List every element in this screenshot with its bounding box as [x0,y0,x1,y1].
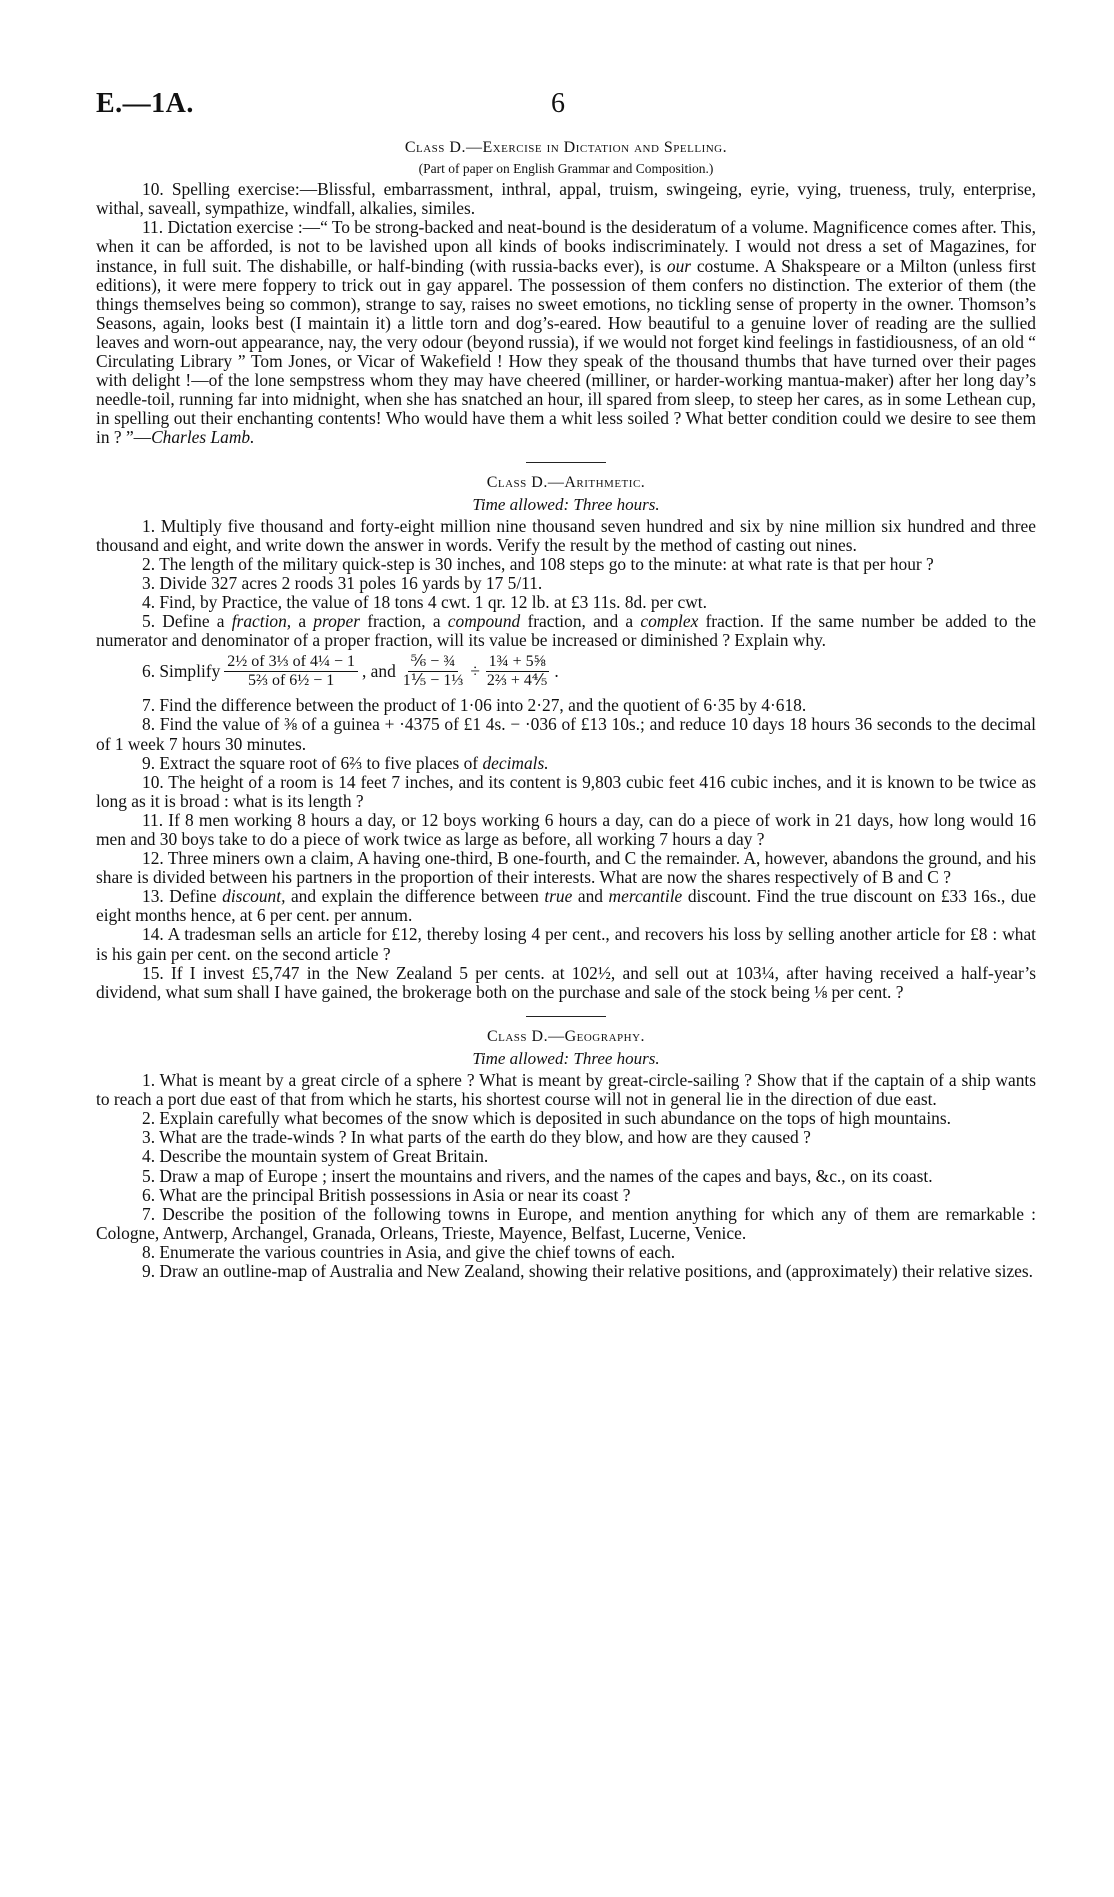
question-6-label: 6. Simplify [142,661,221,682]
fraction-2-numerator: ⅚ − ¾ [408,653,459,672]
question-13-text-a: 13. Define [142,886,223,907]
question-6: 6. What are the principal British possessions in Asia or near its coast ? [142,1184,631,1205]
division-sign: ÷ [470,661,480,682]
question-5-text-a: 5. Define a [142,611,232,632]
question-5-text-d: fraction, and a [520,611,641,632]
question-14: 14. A tradesman sells an article for £12, thereby losing 4 per cent., and recovers his loss by selling another article for £8 : what is his gain per cent. on the second article ? [96,924,1036,964]
section-subtitle: (Part of paper on English Grammar and Composition.) [418,161,714,177]
question-9 [96,754,1036,773]
fraction-3-numerator: 1¾ + 5⅝ [486,653,549,672]
question-9: 9. Draw an outline-map of Australia and New Zealand, showing their relative positions, and (approximately) their relative sizes. [142,1260,1033,1281]
question-5 [96,612,1036,650]
question-11-text-a: 11. Dictation exercise :—“ To be strong-backed and neat-bound is the desideratum of a volume. Magnificence comes after. This, when it can be afforded, is not to be lavished upon all kinds of books indiscriminately. I would not dress a set of Magazines, for instance, in full suit. The dishabille, or half-binding (with russia-backs ever), is [96,217,1036,276]
section-title [96,138,1036,157]
question-1: 1. Multiply five thousand and forty-eight million nine thousand seven hundred and six by nine million six hundred and three thousand and eight, and write down the answer in words. Verify the result by the method of casting out nines. [96,515,1036,555]
section-title-prefix: Class D. [486,1027,549,1045]
question-9-emphasis: decimals. [482,752,549,773]
question-5-text-b: a [291,611,314,632]
question-13-text-b: and explain the difference between [285,886,545,907]
question-11-emphasis: our [666,255,692,276]
question-8: 8. Enumerate the various countries in Asia, and give the chief towns of each. [142,1241,676,1262]
question-10: 10. Spelling exercise:—Blissful, embarrassment, inthral, appal, truism, swingeing, eyrie, vying, trueness, truly, enterprise, withal, saveall, sympathize, windfall, alkalies, similes. [96,179,1036,219]
time-allowed: Time allowed: Three hours. [472,494,660,514]
section-title-rest: —Exercise in Dictation and Spelling. [465,139,728,156]
page-number: 6 [551,88,565,119]
section-divider [526,462,606,463]
question-6-and: , and [361,661,396,682]
fraction-3-denominator: 2⅔ + 4⅘ [486,672,548,690]
page-content [96,138,1036,1281]
question-13-text-d: discount. Find the true discount on £33 16s., due eight months hence, at 6 per cent. per annum. [96,886,1036,926]
term-discount: discount, [222,886,286,907]
section-title-rest: —Geography. [548,1027,646,1045]
section-arithmetic [96,473,1036,1002]
section-divider [526,1016,606,1017]
term-proper: proper [313,611,360,632]
fraction-3 [484,653,551,690]
document-id: E.—1A. [96,88,194,119]
term-mercantile: mercantile [608,886,683,907]
question-7: 7. Find the difference between the product of 1·06 into 2·27, and the quotient of 6·35 by 4·618. [142,695,807,716]
fraction-2 [400,653,467,690]
section-title [96,1027,1036,1046]
fraction-1-denominator: 5⅔ of 6½ − 1 [247,672,335,690]
question-1: 1. What is meant by a great circle of a sphere ? What is meant by great-circle-sailing ? Show that if the captain of a ship wants to reach a port due east of that from which he starts, his shortest course will not in general lie in the direction of due east. [96,1070,1036,1110]
question-11 [96,218,1036,447]
question-12: 12. Three miners own a claim, A having one-third, B one-fourth, and C the remainder. A, however, abandons the ground, and his share is divided between his partners in the proportion of their interests. What are now the shares respectively of B and C ? [96,848,1036,888]
question-9-text: 9. Extract the square root of 6⅔ to five places of [142,752,483,773]
question-4: 4. Find, by Practice, the value of 18 tons 4 cwt. 1 qr. 12 lb. at £3 11s. 8d. per cwt. [142,592,707,613]
fraction-1 [224,653,358,690]
term-complex: complex [640,611,699,632]
question-7: 7. Describe the position of the following towns in Europe, and mention anything for which any of them are remarkable : Cologne, Antwerp, Archangel, Granada, Orleans, Trieste, Mayence, Belfast, Lucerne, Venice. [96,1203,1036,1243]
fraction-2-denominator: 1⅕ − 1⅓ [402,672,464,690]
fraction-1-numerator: 2½ of 3⅓ of 4¼ − 1 [224,653,358,672]
question-13-text-c: and [572,886,609,907]
question-10: 10. The height of a room is 14 feet 7 inches, and its content is 9,803 cubic feet 416 cubic inches, and it is known to be twice as long as it is broad : what is its length ? [96,771,1036,811]
time-allowed: Time allowed: Three hours. [472,1048,660,1068]
question-8: 8. Find the value of ⅜ of a guinea + ·4375 of £1 4s. − ·036 of £13 10s.; and reduce 10 days 18 hours 36 seconds to the decimal of 1 week 7 hours 30 minutes. [96,714,1036,754]
question-11: 11. If 8 men working 8 hours a day, or 12 boys working 6 hours a day, can do a piece of work in 21 days, how long would 16 men and 30 boys take to do a piece of work twice as large as before, all working 7 hours a day ? [96,809,1036,849]
section-title-prefix: Class D. [404,139,466,156]
page-header [96,88,1036,118]
question-5-text-e: fraction. If the same number be added to the numerator and denominator of a proper fraction, will its value be increased or diminished ? Explain why. [96,611,1037,651]
question-2: 2. Explain carefully what becomes of the snow which is deposited in such abundance on the tops of high mountains. [142,1108,951,1129]
question-5-text-c: fraction, a [360,611,448,632]
question-6-end: . [554,661,559,682]
question-15: 15. If I invest £5,747 in the New Zealand 5 per cents. at 102½, and sell out at 103¼, after having received a half-year’s dividend, what sum shall I have gained, the brokerage both on the purchase and sale of the stock being ⅛ per cent. ? [96,962,1036,1002]
question-11-author: Charles Lamb. [151,427,255,448]
term-true: true [544,886,573,907]
term-fraction: fraction, [231,611,292,632]
question-3: 3. What are the trade-winds ? In what parts of the earth do they blow, and how are they caused ? [142,1127,811,1148]
question-3: 3. Divide 327 acres 2 roods 31 poles 16 yards by 17 5/11. [142,572,543,593]
question-13 [96,887,1036,925]
question-6 [96,653,1036,690]
question-2: 2. The length of the military quick-step is 30 inches, and 108 steps go to the minute: at what rate is that per hour ? [142,553,934,574]
section-geography [96,1027,1036,1281]
question-5: 5. Draw a map of Europe ; insert the mountains and rivers, and the names of the capes and bays, &c., on its coast. [142,1165,933,1186]
section-title [96,473,1036,492]
question-11-text-b: costume. A Shakspeare or a Milton (unless first editions), it were mere foppery to trick out in gay apparel. The possession of them confers no distinction. The exterior of them (the things themselves being so common), strange to say, raises no sweet emotions, no tickling sense of property in the owner. Thomson’s Seasons, again, looks best (I maintain it) a little torn and dog’s-eared. How beautiful to a genuine lover of reading are the sullied leaves and worn-out appearance, nay, the very odour (beyond russia), if we would not forget kind feelings in fastidiousness, of an old “ Circulating Library ” Tom Jones, or Vicar of Wakefield ! How they speak of the thousand thumbs that have turned over their pages with delight !—of the lone sempstress whom they may have cheered (milliner, or harder-working mantua-maker) after her long day’s needle-toil, running far into midnight, when she has snatched an hour, ill spared from sleep, to steep her cares, as in some Lethean cup, in spelling out their enchanting contents! Who would have them a whit less soiled ? What better condition could we desire to see them in ? ”— [96,255,1037,448]
question-4: 4. Describe the mountain system of Great Britain. [142,1146,489,1167]
section-title-prefix: Class D. [486,473,548,491]
section-title-rest: —Arithmetic. [547,473,646,491]
term-compound: compound [447,611,521,632]
section-dictation [96,138,1036,448]
